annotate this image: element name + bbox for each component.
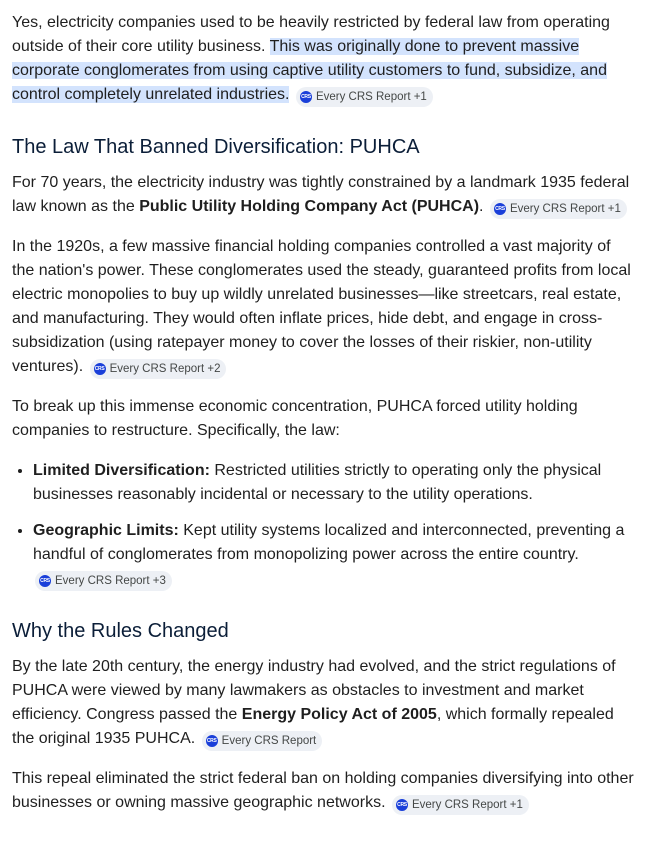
list-item-title: Limited Diversification: bbox=[33, 462, 210, 479]
paragraph-text: , which formally repealed the original 1935 PUHCA. bbox=[12, 706, 614, 747]
crs-logo-icon: CRS bbox=[39, 575, 51, 587]
crs-logo-icon: CRS bbox=[300, 91, 312, 103]
restructure-paragraph: To break up this immense economic concentration, PUHCA forced utility holding companies to restructure. Specifically, the law: bbox=[12, 398, 578, 439]
history-paragraph bbox=[12, 235, 637, 379]
energy-act-bold: Energy Policy Act of 2005 bbox=[241, 706, 437, 723]
repeal-effect-paragraph bbox=[12, 767, 637, 815]
repeal-paragraph bbox=[12, 655, 637, 751]
law-provisions-list bbox=[12, 459, 637, 591]
intro-paragraph bbox=[12, 11, 637, 107]
citation-chip-label: Every CRS Report bbox=[221, 735, 317, 747]
citation-chip[interactable] bbox=[202, 731, 323, 751]
paragraph-text: This repeal eliminated the strict federal ban on holding companies diversifying into other businesses or owning massive geographic networks. bbox=[12, 770, 634, 811]
list-item-text: Restricted utilities strictly to operating only the physical businesses reasonably incidental or necessary to the utility operations. bbox=[33, 462, 602, 503]
puhca-name-bold: Public Utility Holding Company Act (PUHCA) bbox=[139, 198, 480, 215]
citation-chip-label: Every CRS Report +1 bbox=[509, 203, 621, 215]
paragraph-text: In the 1920s, a few massive financial holding companies controlled a vast majority of the nation's power. These conglomerates used the steady, guaranteed profits from local electric monopolies to buy up wildly unrelated businesses—like streetcars, real estate, and manufacturing. They would often inflate prices, hide debt, and engage in cross-subsidization (using ratepayer money to cover the losses of their riskier, non-utility ventures). bbox=[12, 238, 631, 375]
list-item-text: Kept utility systems localized and interconnected, preventing a handful of conglomerates from monopolizing power across the entire country. bbox=[33, 522, 625, 563]
paragraph-text: . bbox=[479, 198, 484, 215]
citation-chip-label: Every CRS Report +3 bbox=[55, 575, 166, 587]
citation-chip[interactable] bbox=[392, 795, 529, 815]
intro-text: Yes, electricity companies used to be heavily restricted by federal law from operating outside of their core utility business. bbox=[12, 14, 610, 55]
citation-chip[interactable] bbox=[296, 87, 433, 107]
citation-chip-label: Every CRS Report +1 bbox=[315, 91, 427, 103]
citation-chip[interactable] bbox=[35, 571, 172, 591]
citation-chip[interactable] bbox=[490, 199, 627, 219]
section-heading-rules-changed: Why the Rules Changed bbox=[12, 620, 229, 642]
citation-chip-label: Every CRS Report +2 bbox=[109, 363, 221, 375]
citation-chip[interactable] bbox=[90, 359, 227, 379]
paragraph-text: By the late 20th century, the energy industry had evolved, and the strict regulations of PUHCA were viewed by many lawmakers as obstacles to investment and market efficiency. Congress passed the bbox=[12, 658, 616, 723]
citation-chip-label: Every CRS Report +1 bbox=[411, 799, 523, 811]
crs-logo-icon: CRS bbox=[206, 735, 218, 747]
crs-logo-icon: CRS bbox=[494, 203, 506, 215]
paragraph-text: For 70 years, the electricity industry was tightly constrained by a landmark 1935 federal law known as the bbox=[12, 174, 630, 215]
crs-logo-icon: CRS bbox=[396, 799, 408, 811]
list-item bbox=[33, 459, 637, 507]
puhca-intro-paragraph bbox=[12, 171, 637, 219]
list-item-title: Geographic Limits: bbox=[33, 522, 179, 539]
highlighted-selection[interactable]: This was originally done to prevent massive corporate conglomerates from using captive utility customers to fund, subsidize, and control completely unrelated industries. bbox=[12, 38, 607, 103]
list-item bbox=[33, 519, 637, 591]
crs-logo-icon: CRS bbox=[94, 363, 106, 375]
section-heading-puhca: The Law That Banned Diversification: PUHCA bbox=[12, 136, 420, 158]
